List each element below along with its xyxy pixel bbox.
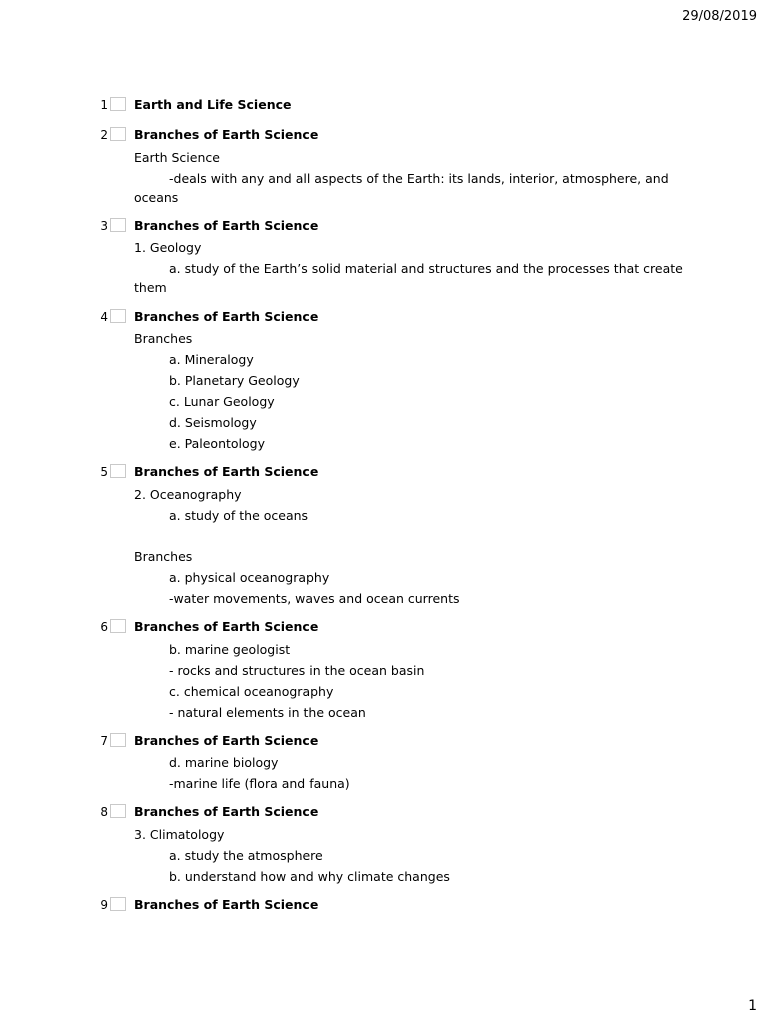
slide-body-line: 2. Oceanography (134, 487, 242, 502)
slide-title: Branches of Earth Science (134, 309, 319, 324)
slide-body-line: b. understand how and why climate changes (169, 869, 450, 884)
slide-checkbox[interactable] (110, 127, 126, 141)
slide-checkbox[interactable] (110, 309, 126, 323)
slide-number: 8 (100, 805, 108, 819)
slide-body-line: Earth Science (134, 150, 220, 165)
slide-number: 1 (100, 98, 108, 112)
slide-body-line: Branches (134, 331, 193, 346)
slide-title: Branches of Earth Science (134, 804, 319, 819)
slide-body-line: b. marine geologist (169, 642, 291, 657)
slide-body-line: b. Planetary Geology (169, 373, 300, 388)
slide-checkbox[interactable] (110, 733, 126, 747)
slide-body-line: d. Seismology (169, 415, 257, 430)
slide-number: 2 (100, 128, 108, 142)
slide-checkbox[interactable] (110, 464, 126, 478)
slide-number: 9 (100, 898, 108, 912)
slide-body-line: a. study of the Earth’s solid material and structures and the processes that create (169, 261, 683, 276)
slide-title: Branches of Earth Science (134, 619, 319, 634)
slide-body-line: d. marine biology (169, 755, 279, 770)
slide-body-line: - natural elements in the ocean (169, 705, 366, 720)
slide-checkbox[interactable] (110, 804, 126, 818)
slide-body-line: a. study of the oceans (169, 508, 309, 523)
slide-body-line: a. study the atmosphere (169, 848, 323, 863)
slide-body-line: a. physical oceanography (169, 570, 330, 585)
slide-body-line: 3. Climatology (134, 827, 225, 842)
slide-body-line: a. Mineralogy (169, 352, 254, 367)
page-number: 1 (748, 998, 757, 1014)
slide-number: 3 (100, 219, 108, 233)
slide-checkbox[interactable] (110, 897, 126, 911)
slide-number: 5 (100, 465, 108, 479)
slide-title: Branches of Earth Science (134, 464, 319, 479)
slide-body-line: c. chemical oceanography (169, 684, 334, 699)
slide-checkbox[interactable] (110, 218, 126, 232)
slide-number: 6 (100, 620, 108, 634)
slide-body-line: -deals with any and all aspects of the Earth: its lands, interior, atmosphere, and (169, 171, 669, 186)
slide-body-line: -water movements, waves and ocean currents (169, 591, 460, 606)
slide-body-line: 1. Geology (134, 240, 202, 255)
slide-body-line: c. Lunar Geology (169, 394, 275, 409)
slide-title: Branches of Earth Science (134, 733, 319, 748)
slide-title: Earth and Life Science (134, 97, 292, 112)
slide-body-line: them (134, 280, 167, 295)
slide-body-line: oceans (134, 190, 179, 205)
slide-title: Branches of Earth Science (134, 897, 319, 912)
slide-title: Branches of Earth Science (134, 127, 319, 142)
slide-body-line: e. Paleontology (169, 436, 266, 451)
slide-body-line: Branches (134, 549, 193, 564)
slide-checkbox[interactable] (110, 97, 126, 111)
slide-body-line: -marine life (flora and fauna) (169, 776, 350, 791)
slide-number: 4 (100, 310, 108, 324)
date-label: 29/08/2019 (682, 9, 757, 24)
slide-checkbox[interactable] (110, 619, 126, 633)
slide-title: Branches of Earth Science (134, 218, 319, 233)
slide-body-line: - rocks and structures in the ocean basin (169, 663, 425, 678)
slide-number: 7 (100, 734, 108, 748)
